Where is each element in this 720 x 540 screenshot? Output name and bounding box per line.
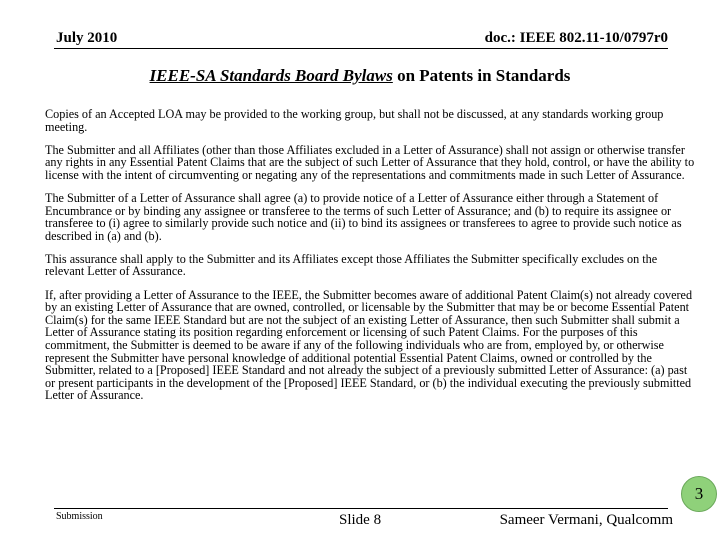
paragraph-4: This assurance shall apply to the Submitter and its Affiliates except those Affiliates the Submitter specifically excludes on the relevant Letter of Assurance. [45, 251, 658, 279]
title-rest: on Patents in Standards [392, 66, 571, 85]
paragraph-3: The Submitter of a Letter of Assurance shall agree (a) to provide notice of a Letter of Assurance either through a Statement of Encumbrance or by binding any assignee or transferee to the terms of such Letter of Assurance; and (b) to require its assignee or transferee to (i) agree to similarly provide such notice and (ii) to bind its assignees or transferees to agree to provide such notice as described in (a) and (b). [45, 190, 682, 243]
page-number-badge: 3 [681, 476, 717, 512]
paragraph-5: If, after providing a Letter of Assurance to the IEEE, the Submitter becomes aware of additional Patent Claim(s) not already covered by an existing Letter of Assurance that are owned, controlled, or licensable by the Submitter that may be or become Essential Patent Claim(s) for the same IEEE Standard but are not the subject of an existing Letter of Assurance, then such Submitter shall submit a Letter of Assurance stating its position regarding enforcement or licensing of such Patent Claims. For the purposes of this commitment, the Submitter is deemed to be aware if any of the following individuals who are from, employed by, or otherwise represent the Submitter have personal knowledge of additional potential Essential Patent Claims, owned or controlled by the Submitter, related to a [Proposed] IEEE Standard and not already the subject of a previously submitted Letter of Assurance: (a) past or present participants in the development of the [Proposed] IEEE Standard, or (b) the individual executing the previously submitted Letter of Assurance. [45, 287, 693, 403]
footer-author: Sameer Vermani, Qualcomm [499, 512, 673, 528]
footer-submission: Submission [56, 511, 103, 522]
slide-title [0, 66, 720, 86]
header-doc-id: doc.: IEEE 802.11-10/0797r0 [484, 30, 668, 46]
footer-rule [54, 508, 668, 509]
footer-slide-number: Slide 8 [339, 512, 382, 528]
header-date: July 2010 [56, 30, 118, 46]
header-rule [54, 48, 668, 49]
paragraph-2: The Submitter and all Affiliates (other than those Affiliates excluded in a Letter of Assurance) shall not assign or otherwise transfer any rights in any Essential Patent Claims that are the subject of such Letter of Assurance that they hold, control, or have the ability to license with the intent of circumventing or negating any of the representations and commitments made in such Letter of Assurance. [45, 142, 695, 182]
paragraph-1: Copies of an Accepted LOA may be provided to the working group, but shall not be discussed, at any standards working group meeting. [45, 107, 664, 134]
body-text [45, 108, 695, 412]
title-bylaws-link: IEEE-SA Standards Board Bylaws [149, 66, 393, 85]
